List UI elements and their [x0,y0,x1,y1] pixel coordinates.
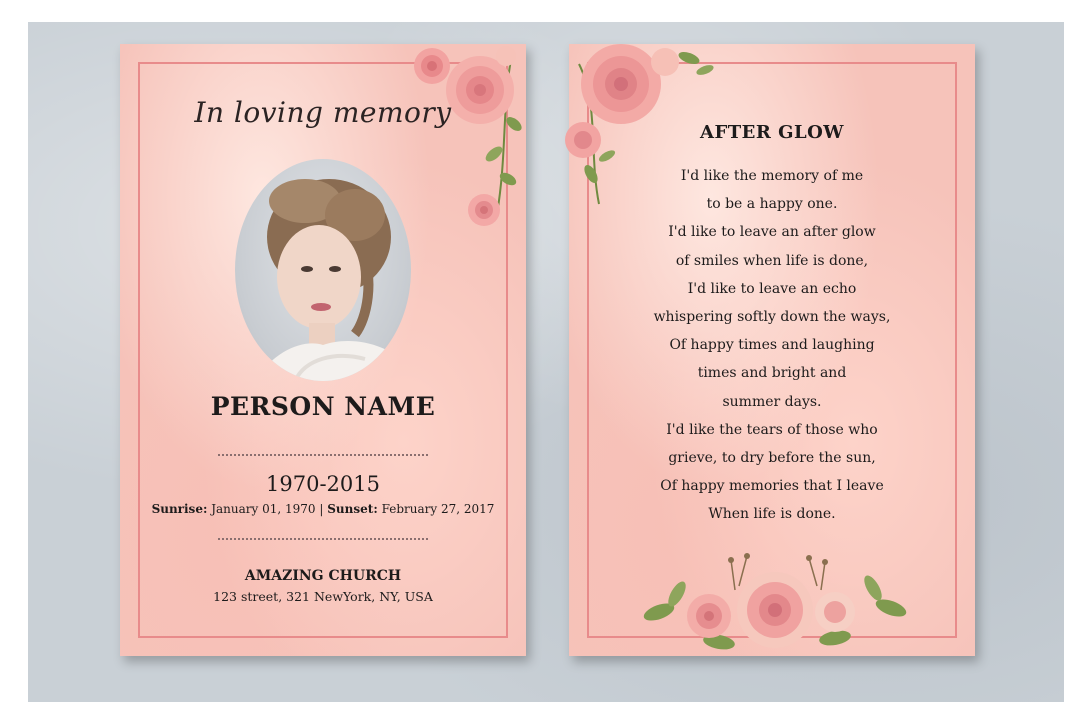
sunset-date: February 27, 2017 [381,502,495,516]
poem-line: I'd like to leave an echo [687,280,857,297]
dotted-divider [218,454,428,456]
poem-title: AFTER GLOW [699,122,844,143]
poem-line: grieve, to dry before the sun, [668,450,876,467]
memorial-card-front [120,44,526,656]
poem-line: times and bright and [697,365,847,382]
in-loving-memory-heading: In loving memory [194,96,452,129]
portrait-photo [235,159,411,381]
poem-line: I'd like the tears of those who [666,421,878,438]
rose-corner-decoration [402,44,532,234]
sunrise-label: Sunrise: [151,502,208,516]
poem-line: to be a happy one. [706,196,838,213]
poem-line: of smiles when life is done, [675,252,869,269]
poem-line: I'd like to leave an after glow [668,224,876,241]
sunset-label: Sunset: [327,502,378,516]
poem-line: I'd like the memory of me [680,168,864,184]
church-address: 123 street, 321 NewYork, NY, USA [213,589,433,604]
sunrise-date: January 01, 1970 [211,502,316,516]
poem-line: whispering softly down the ways, [653,309,891,326]
poem-lines [569,162,975,529]
person-name: PERSON NAME [210,392,436,421]
church-name: AMAZING CHURCH [244,568,402,584]
poem-line: Of happy memories that I leave [660,478,884,495]
date-separator: | [319,502,324,516]
memorial-card-back [569,44,975,656]
poem-line: summer days. [722,393,822,410]
rose-bouquet-decoration [635,550,915,660]
poem-line: When life is done. [708,506,836,523]
life-years: 1970-2015 [266,472,380,496]
dotted-divider [218,538,428,540]
sunrise-sunset-dates [120,502,526,516]
poem-line: Of happy times and laughing [669,337,875,354]
